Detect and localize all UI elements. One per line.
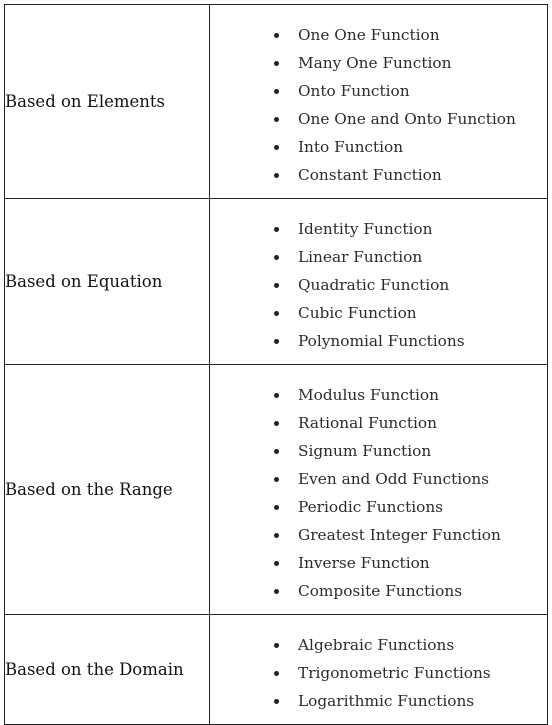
category-label: Based on the Range (5, 365, 210, 615)
list-item (210, 465, 547, 493)
function-name: Quadratic Function (298, 276, 450, 294)
function-name: Inverse Function (298, 554, 430, 572)
function-name: Even and Odd Functions (298, 470, 490, 488)
bullet-icon (274, 643, 279, 648)
function-name: Polynomial Functions (298, 332, 465, 350)
list-item (210, 521, 547, 549)
function-list (210, 365, 547, 614)
function-name: One One Function (298, 26, 440, 44)
list-item (210, 493, 547, 521)
bullet-icon (274, 671, 279, 676)
bullet-icon (274, 533, 279, 538)
table-row (5, 5, 548, 199)
bullet-icon (274, 505, 279, 510)
bullet-icon (274, 477, 279, 482)
list-item (210, 105, 547, 133)
bullet-icon (274, 173, 279, 178)
list-item (210, 409, 547, 437)
bullet-icon (274, 311, 279, 316)
function-list-cell (210, 199, 548, 365)
category-label: Based on Equation (5, 199, 210, 365)
function-name: Linear Function (298, 248, 423, 266)
list-item (210, 437, 547, 465)
bullet-icon (274, 561, 279, 566)
function-name: Signum Function (298, 442, 432, 460)
bullet-icon (274, 255, 279, 260)
bullet-icon (274, 449, 279, 454)
function-name: Rational Function (298, 414, 437, 432)
list-item (210, 21, 547, 49)
category-label: Based on Elements (5, 5, 210, 199)
function-name: Modulus Function (298, 386, 439, 404)
list-item (210, 77, 547, 105)
list-item (210, 327, 547, 355)
list-item (210, 381, 547, 409)
list-item (210, 271, 547, 299)
bullet-icon (274, 339, 279, 344)
table-row (5, 199, 548, 365)
function-name: Composite Functions (298, 582, 463, 600)
function-list (210, 615, 547, 724)
bullet-icon (274, 61, 279, 66)
function-name: Onto Function (298, 82, 410, 100)
list-item (210, 215, 547, 243)
bullet-icon (274, 699, 279, 704)
bullet-icon (274, 589, 279, 594)
function-name: Greatest Integer Function (298, 526, 501, 544)
list-item (210, 659, 547, 687)
table-row (5, 615, 548, 725)
bullet-icon (274, 89, 279, 94)
list-item (210, 577, 547, 605)
function-list-cell (210, 5, 548, 199)
function-name: Into Function (298, 138, 404, 156)
function-types-table (4, 4, 548, 725)
bullet-icon (274, 283, 279, 288)
table-row (5, 365, 548, 615)
list-item (210, 243, 547, 271)
list-item (210, 161, 547, 189)
bullet-icon (274, 393, 279, 398)
function-name: Cubic Function (298, 304, 417, 322)
function-name: Trigonometric Functions (298, 664, 491, 682)
list-item (210, 49, 547, 77)
function-list-cell (210, 365, 548, 615)
function-list-cell (210, 615, 548, 725)
list-item (210, 631, 547, 659)
function-name: Periodic Functions (298, 498, 444, 516)
function-name: One One and Onto Function (298, 110, 516, 128)
list-item (210, 133, 547, 161)
bullet-icon (274, 227, 279, 232)
bullet-icon (274, 117, 279, 122)
bullet-icon (274, 421, 279, 426)
list-item (210, 687, 547, 715)
list-item (210, 549, 547, 577)
function-name: Identity Function (298, 220, 433, 238)
function-list (210, 199, 547, 364)
list-item (210, 299, 547, 327)
bullet-icon (274, 33, 279, 38)
bullet-icon (274, 145, 279, 150)
function-name: Algebraic Functions (298, 636, 455, 654)
function-list (210, 5, 547, 198)
function-name: Logarithmic Functions (298, 692, 475, 710)
function-name: Many One Function (298, 54, 452, 72)
function-name: Constant Function (298, 166, 442, 184)
category-label: Based on the Domain (5, 615, 210, 725)
